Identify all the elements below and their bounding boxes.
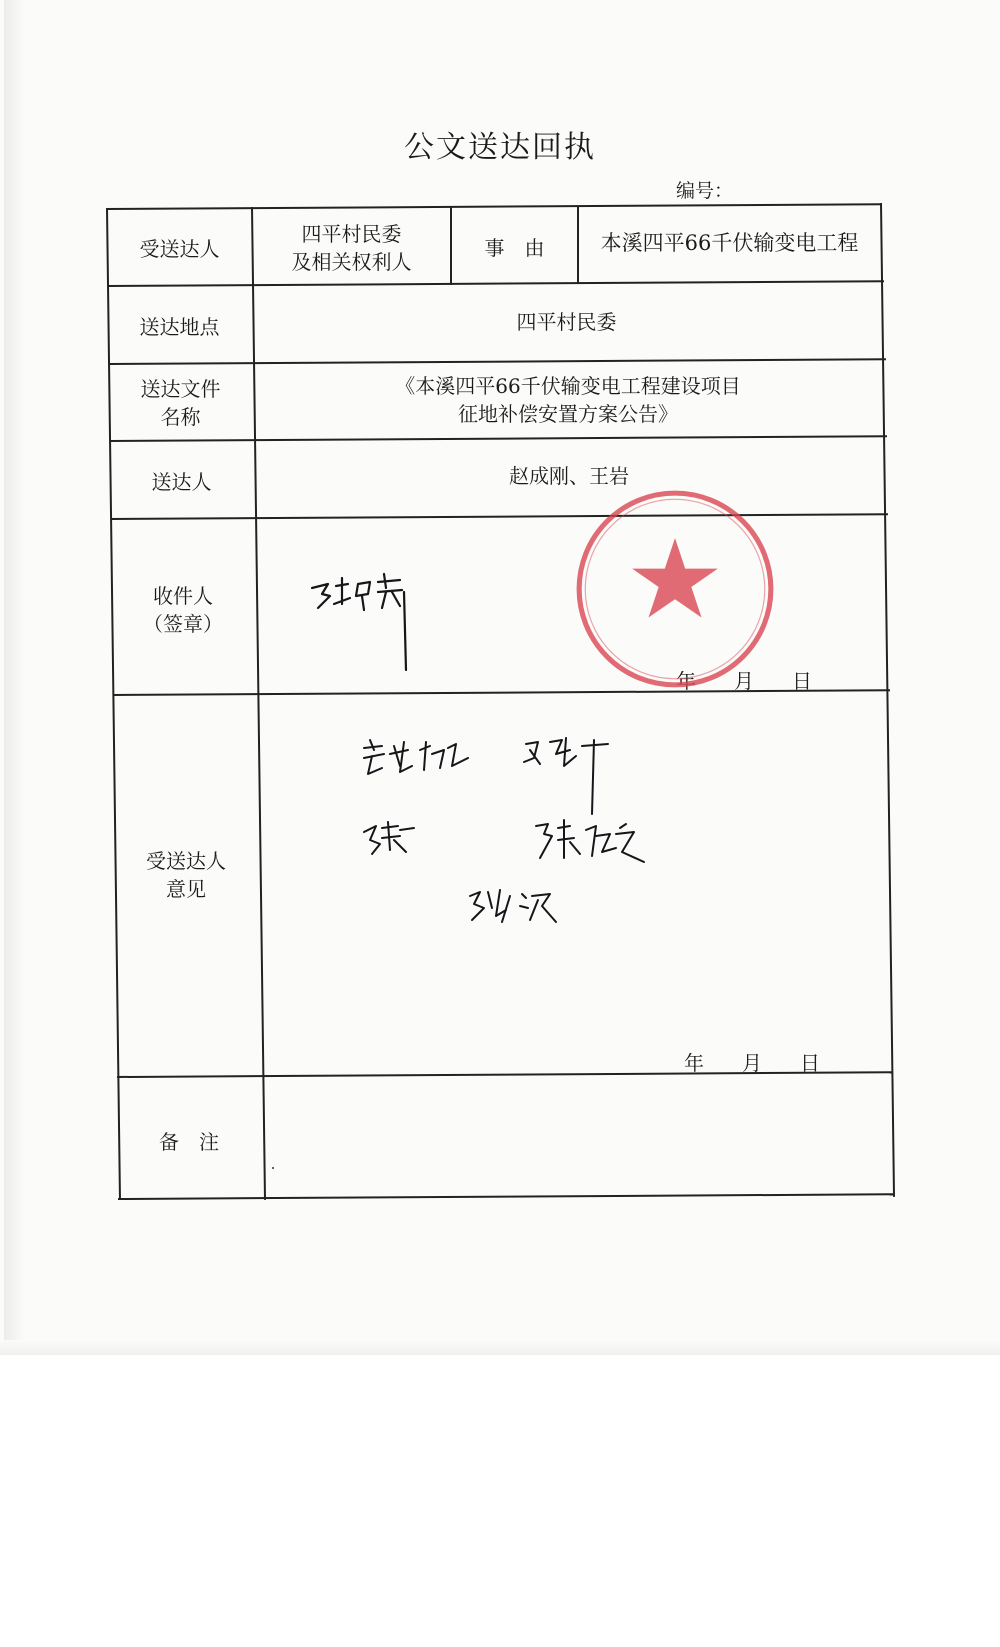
receiver-date-month: 月 (734, 669, 754, 693)
opinion-date-year: 年 (684, 1051, 704, 1075)
opinion-date-month: 月 (742, 1051, 762, 1075)
file-name-value (254, 364, 882, 436)
recipient-value-line2: 及相关权利人 (291, 250, 412, 274)
paper-shadow-left (4, 0, 24, 1355)
opinion-signature-4 (530, 818, 650, 868)
recipient-value-line1: 四平村民委 (301, 222, 402, 246)
opinion-signature-3 (360, 818, 420, 860)
location-label: 送达地点 (139, 315, 220, 339)
opinion-label-line1: 受送达人 (146, 849, 226, 873)
deliverer-label: 送达人 (151, 470, 212, 494)
opinion-signature-2 (520, 736, 620, 816)
opinion-date-day: 日 (800, 1051, 820, 1075)
paper-bottom-edge (0, 1340, 1000, 1355)
opinion-date (684, 1047, 820, 1076)
opinion-label-line2: 意见 (166, 877, 206, 901)
file-name-label (109, 367, 252, 439)
file-name-value-line2: 征地补偿安置方案公告》 (458, 402, 678, 426)
receiver-label (111, 540, 255, 680)
deliverer-value: 赵成刚、王岩 (509, 464, 629, 488)
opinion-signature-1 (360, 736, 475, 791)
receiver-signature (308, 570, 428, 680)
location-value: 四平村民委 (516, 310, 617, 334)
recipient-value (253, 213, 450, 283)
receiver-label-line1: 收件人 (153, 584, 213, 608)
recipient-label: 受送达人 (139, 237, 220, 261)
opinion-signature-5 (466, 886, 561, 928)
matter-value: 本溪四平66千伏输变电工程 (600, 231, 859, 255)
scan-speck (272, 1167, 274, 1169)
receiver-date (676, 665, 812, 694)
matter-label: 事 由 (484, 236, 545, 260)
file-name-label-line2: 名称 (160, 405, 201, 429)
remarks-label: 备 注 (159, 1130, 219, 1154)
file-name-label-line1: 送达文件 (140, 377, 221, 401)
serial-number-label: 编号： (676, 180, 734, 202)
opinion-label (114, 820, 258, 930)
receiver-date-year: 年 (676, 669, 696, 693)
receiver-date-day: 日 (792, 669, 812, 693)
document-title: 公文送达回执 (404, 130, 596, 165)
file-name-value-line1: 《本溪四平66千伏输变电工程建设项目 (395, 374, 741, 398)
receiver-label-line2: （签章） (143, 612, 223, 636)
